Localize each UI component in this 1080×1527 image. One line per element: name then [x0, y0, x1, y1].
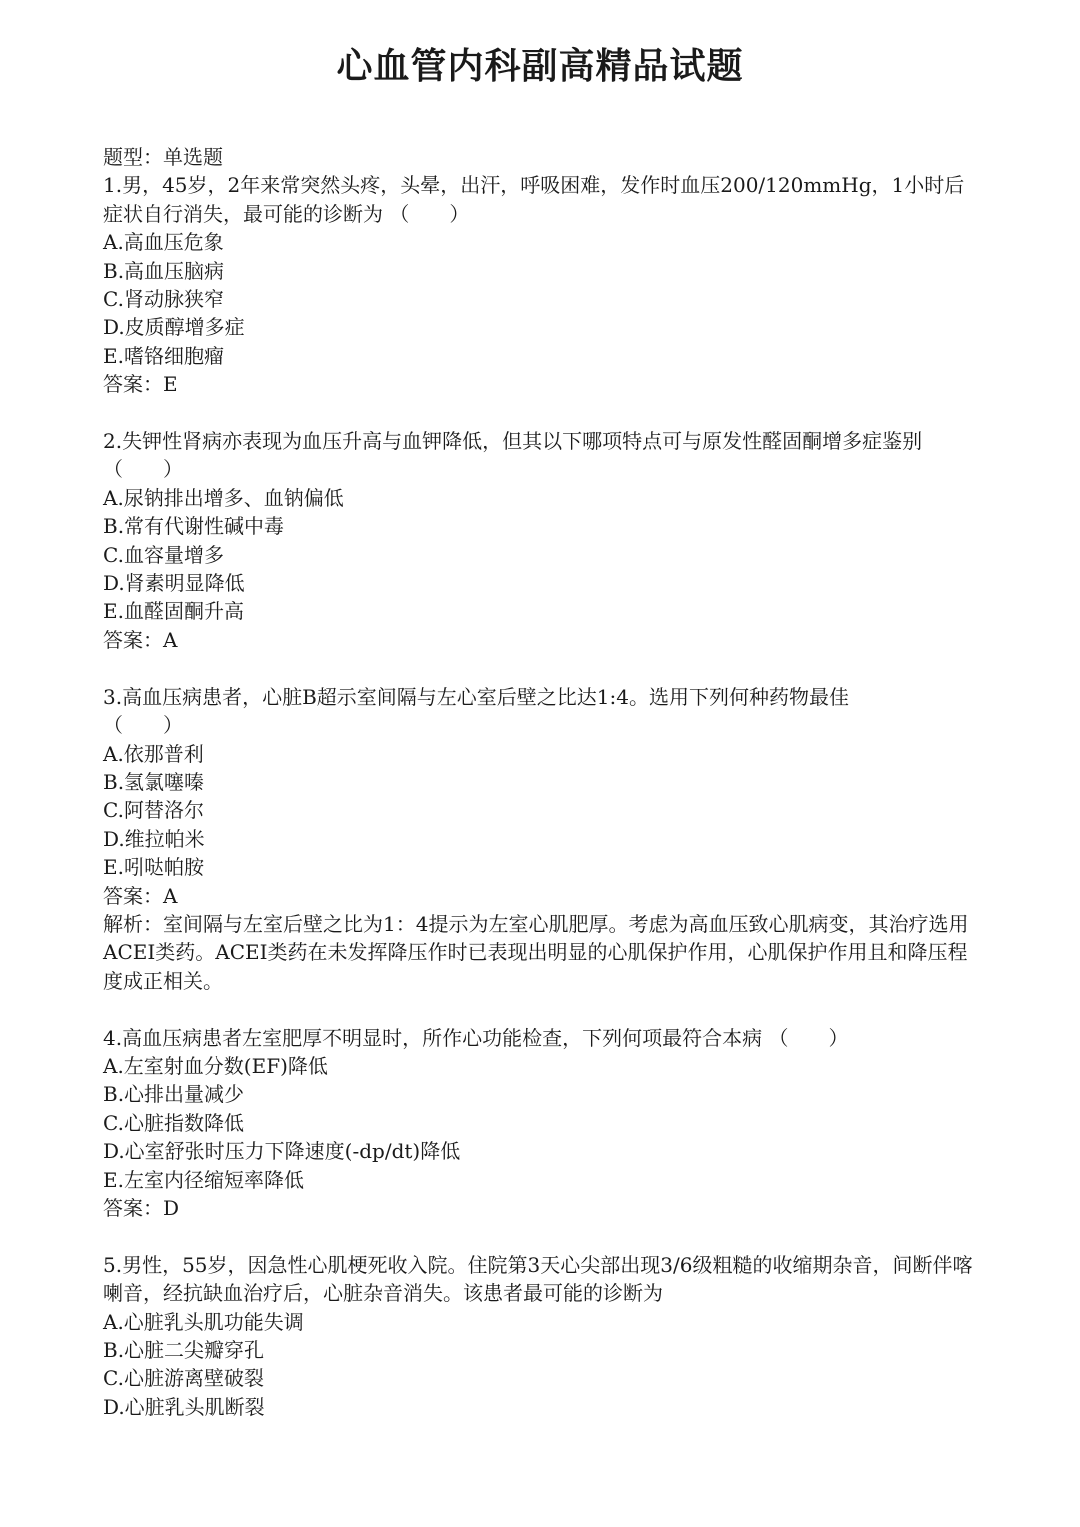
- option-a: A.心脏乳头肌功能失调: [103, 1309, 304, 1334]
- answer-line: 答案：A: [103, 627, 178, 652]
- option-a: A.尿钠排出增多、血钠偏低: [103, 485, 344, 510]
- option-d: D.皮质醇增多症: [103, 315, 245, 340]
- spacer: [103, 1222, 983, 1250]
- option-d: D.心脏乳头肌断裂: [103, 1394, 265, 1419]
- spacer: [103, 399, 983, 427]
- option-b: B.心排出量减少: [103, 1082, 245, 1107]
- option-a: A.高血压危象: [103, 230, 224, 255]
- option-list: [103, 484, 983, 626]
- option-c: C.心脏指数降低: [103, 1110, 244, 1135]
- spacer: [103, 995, 983, 1023]
- question-type-label: 题型：单选题: [103, 145, 223, 169]
- question-stem: 4.高血压病患者左室肥厚不明显时，所作心功能检查，下列何项最符合本病 （ ）: [103, 1025, 849, 1050]
- question-2: [103, 427, 983, 654]
- page-title: 心血管内科副高精品试题: [336, 46, 744, 87]
- option-list: [103, 228, 983, 370]
- option-d: D.心室舒张时压力下降速度(-dp/dt)降低: [103, 1139, 461, 1164]
- option-b: B.心脏二尖瓣穿孔: [103, 1338, 265, 1362]
- option-e: E.嗜铬细胞瘤: [103, 343, 224, 368]
- question-1: [103, 171, 983, 398]
- option-c: C.心脏游离壁破裂: [103, 1366, 264, 1391]
- option-b: B.常有代谢性碱中毒: [103, 514, 285, 539]
- option-e: E.血醛固酮升高: [103, 599, 244, 624]
- question-4: [103, 1024, 983, 1223]
- option-b: B.高血压脑病: [103, 258, 225, 283]
- answer-line: 答案：A: [103, 883, 178, 908]
- question-3: [103, 683, 983, 995]
- question-list: [103, 143, 983, 1421]
- option-list: [103, 740, 983, 882]
- answer-line: 答案：E: [103, 372, 178, 397]
- explanation-text: 解析：室间隔与左室后壁之比为1：4提示为左室心肌肥厚。考虑为高血压致心肌病变，其治疗选用ACEI类药。ACEI类药在未发挥降压作时已表现出明显的心肌保护作用，心肌保护作用且和降压程度成正相关。: [103, 911, 969, 993]
- option-b: B.氢氯噻嗪: [103, 769, 205, 794]
- spacer: [103, 654, 983, 682]
- answer-line: 答案：D: [103, 1195, 180, 1220]
- question-5: [103, 1251, 983, 1421]
- option-d: D.维拉帕米: [103, 826, 205, 851]
- option-a: A.左室射血分数(EF)降低: [103, 1053, 328, 1078]
- option-a: A.依那普利: [103, 741, 204, 766]
- option-d: D.肾素明显降低: [103, 571, 245, 596]
- question-stem: 1.男，45岁，2年来常突然头疼，头晕，出汗，呼吸困难，发作时血压200/120mmHg，1小时后症状自行消失，最可能的诊断为 （ ）: [103, 173, 965, 226]
- option-e: E.左室内径缩短率降低: [103, 1167, 304, 1192]
- option-c: C.肾动脉狭窄: [103, 287, 224, 312]
- question-stem: 3.高血压病患者，心脏B超示室间隔与左心室后壁之比达1:4。选用下列何种药物最佳 （ ）: [103, 684, 849, 738]
- question-stem: 5.男性，55岁，因急性心肌梗死收入院。住院第3天心尖部出现3/6级粗糙的收缩期杂音，间断伴喀喇音，经抗缺血治疗后，心脏杂音消失。该患者最可能的诊断为: [103, 1252, 973, 1306]
- option-c: C.血容量增多: [103, 542, 224, 567]
- option-list: [103, 1308, 983, 1422]
- option-c: C.阿替洛尔: [103, 798, 204, 823]
- option-list: [103, 1052, 983, 1194]
- question-stem: 2.失钾性肾病亦表现为血压升高与血钾降低，但其以下哪项特点可与原发性醛固酮增多症鉴别 （ ）: [103, 429, 929, 482]
- option-e: E.吲哒帕胺: [103, 855, 204, 880]
